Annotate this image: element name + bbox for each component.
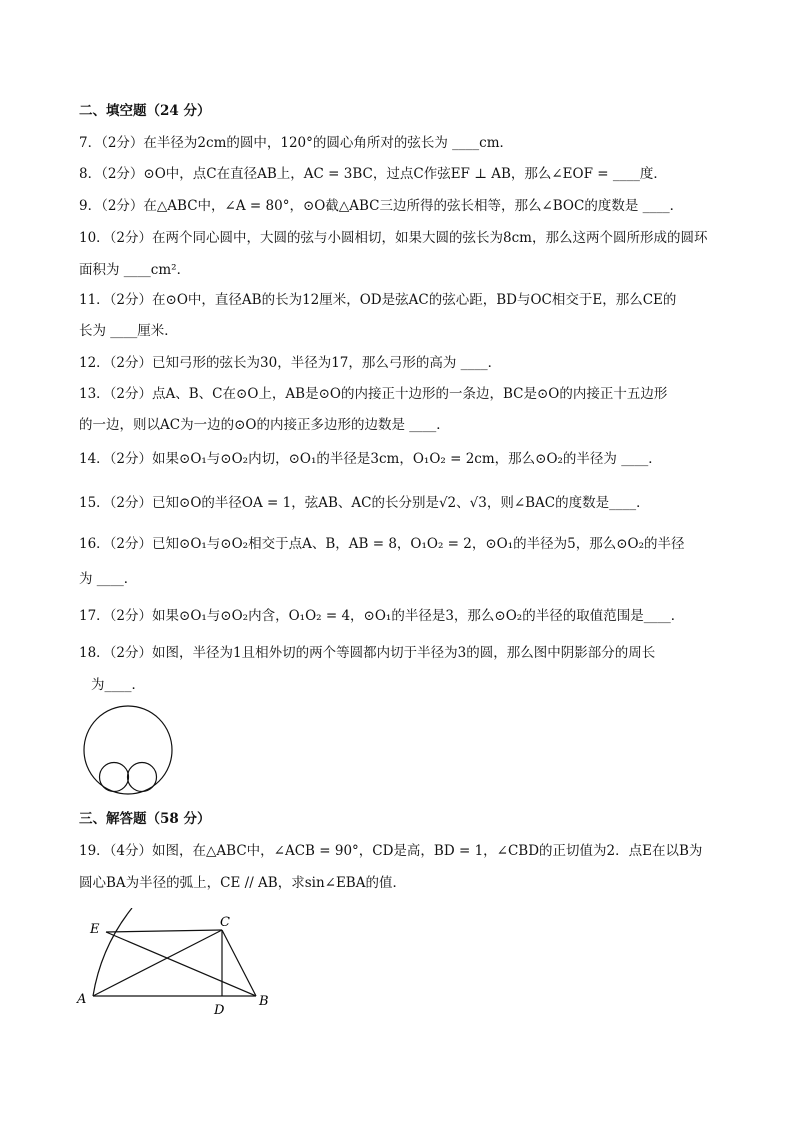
question-11-line-1: 11．（2分）在⊙O中，直径AB的长为12厘米，OD是弦AC的弦心距，BD与OC相交于E，那么CE的: [79, 292, 677, 308]
question-17: 17．（2分）如果⊙O₁与⊙O₂内含，O₁O₂ = 4，⊙O₁的半径是3，那么⊙O₂的半径的取值范围是____．: [79, 608, 685, 624]
question-13-line-2: 的一边，则以AC为一边的⊙O的内接正多边形的边数是 ____．: [79, 417, 450, 433]
label-A: A: [77, 992, 87, 1007]
question-16-line-2: 为 ____．: [79, 571, 138, 587]
label-B: B: [259, 994, 269, 1009]
section-2-title: 二、填空题（24 分）: [79, 103, 211, 119]
label-E: E: [90, 922, 100, 937]
question-14: 14．（2分）如果⊙O₁与⊙O₂内切，⊙O₁的半径是3cm，O₁O₂ = 2cm，那么⊙O₂的半径为 ____．: [79, 451, 662, 467]
question-19-line-1: 19．（4分）如图，在△ABC中，∠ACB = 90°，CD是高，BD = 1，∠CBD的正切值为2．点E在以B为: [79, 843, 703, 859]
label-C: C: [220, 915, 230, 930]
section-3-title: 三、解答题（58 分）: [79, 811, 211, 827]
label-D: D: [214, 1003, 225, 1018]
question-7: 7．（2分）在半径为2cm的圆中，120°的圆心角所对的弦长为 ____cm．: [79, 135, 514, 151]
question-13-line-1: 13．（2分）点A、B、C在⊙O上，AB是⊙O的内接正十边形的一条边，BC是⊙O的内接正十五边形: [79, 386, 668, 402]
question-8: 8．（2分）⊙O中，点C在直径AB上，AC = 3BC，过点C作弦EF ⊥ AB，那么∠EOF = ____度．: [79, 166, 667, 182]
question-18-line-2: 为____．: [91, 677, 145, 693]
question-10-line-2: 面积为 ____cm²．: [79, 262, 191, 278]
question-12: 12．（2分）已知弓形的弦长为30，半径为17，那么弓形的高为 ____．: [79, 355, 502, 371]
question-11-line-2: 长为 ____厘米．: [79, 323, 178, 339]
question-15: 15．（2分）已知⊙O的半径OA = 1，弦AB、AC的长分别是√2、√3，则∠BAC的度数是____．: [79, 495, 650, 511]
question-10-line-1: 10．（2分）在两个同心圆中，大圆的弦与小圆相切，如果大圆的弦长为8cm，那么这两个圆所形成的圆环: [79, 230, 708, 246]
question-19-line-2: 圆心BA为半径的弧上，CE // AB，求sin∠EBA的值．: [79, 875, 406, 891]
figure-18-circles: [74, 704, 184, 796]
figure-19-triangle: [74, 908, 284, 1022]
question-18-line-1: 18．（2分）如图，半径为1且相外切的两个等圆都内切于半径为3的圆，那么图中阴影部分的周长: [79, 645, 656, 661]
question-9: 9．（2分）在△ABC中，∠A = 80°，⊙O截△ABC三边所得的弦长相等，那么∠BOC的度数是 ____．: [79, 198, 684, 214]
question-16-line-1: 16．（2分）已知⊙O₁与⊙O₂相交于点A、B，AB = 8，O₁O₂ = 2，⊙O₁的半径为5，那么⊙O₂的半径: [79, 536, 685, 552]
